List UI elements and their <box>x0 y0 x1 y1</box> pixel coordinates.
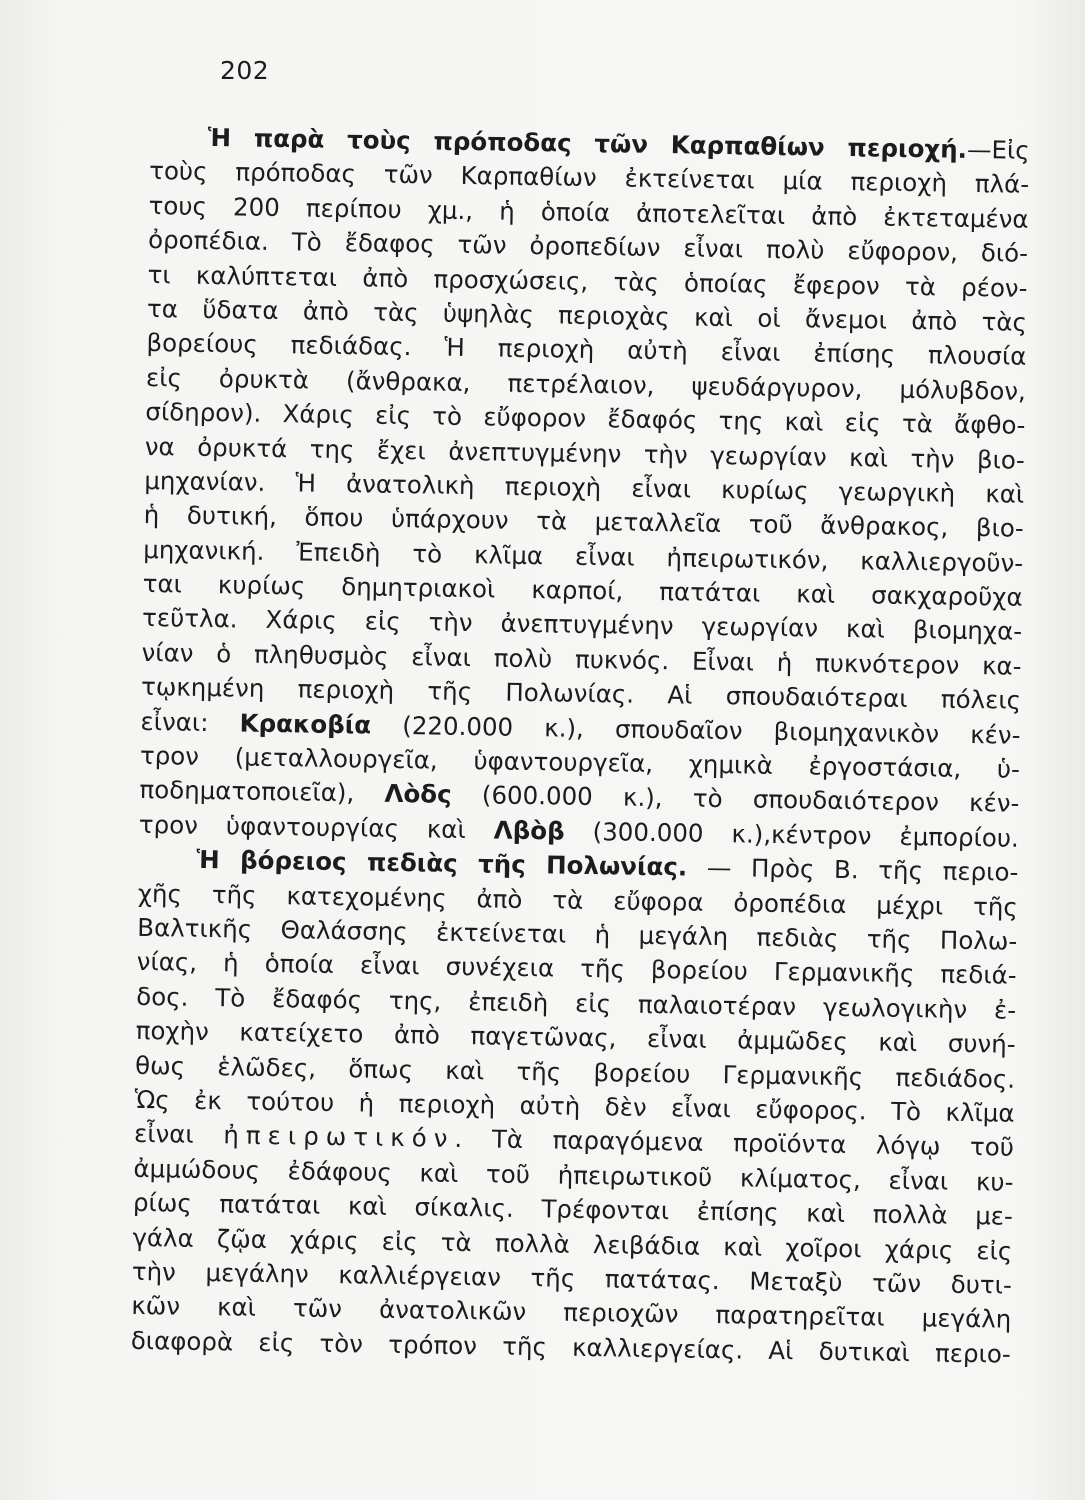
text-run: τεῦτλα. Χάρις εἰς τὴν ἀνεπτυγμένην γεωργίαν καὶ βιομηχα- <box>141 603 1023 647</box>
text-run: τα ὕδατα ἀπὸ τὰς ὑψηλὰς περιοχὰς καὶ οἱ ἄνεμοι ἀπὸ τὰς <box>146 293 1028 337</box>
text-body <box>131 120 1030 1372</box>
text-run: τοὺς πρόποδας τῶν Καρπαθίων ἐκτείνεται μία περιοχὴ πλά- <box>148 156 1030 200</box>
text-run: Βαλτικῆς Θαλάσσης ἐκτείνεται ἡ μεγάλη πεδιὰς τῆς Πολω- <box>137 912 1018 956</box>
text-run: κῶν καὶ τῶν ἀνατολικῶν περιοχῶν παρατηρεῖται μεγάλη <box>131 1291 1012 1334</box>
text-run: τους 200 περίπου χμ., ἡ ὁποία ἀποτελεῖται ἀπὸ ἐκτεταμένα <box>148 190 1029 234</box>
bold-term: Λὸδς <box>384 779 452 810</box>
text-run: —Εἰς <box>966 134 1030 165</box>
spaced-term: ἠπειρωτικόν <box>223 1120 455 1154</box>
text-run: ρίως πατάται καὶ σίκαλις. Τρέφονται ἐπίσης καὶ πολλὰ με- <box>132 1187 1014 1231</box>
text-run: Ὡς ἐκ τούτου ἡ περιοχὴ αὐτὴ δὲν εἶναι εὔφορος. Τὸ κλῖμα <box>134 1084 1015 1128</box>
text-run: εἶναι <box>133 1119 224 1150</box>
text-run: τὴν μεγάλην καλλιέργειαν τῆς πατάτας. Μεταξὺ τῶν δυτι- <box>131 1256 1013 1300</box>
text-run: γάλα ζῷα χάρις εἰς τὰ πολλὰ λειβάδια καὶ χοῖροι χάρις εἰς <box>132 1222 1013 1266</box>
text-run: διαφορὰ εἰς τὸν τρόπον τῆς καλλιεργείας. Αἱ δυτικαὶ περιο- <box>130 1325 1011 1369</box>
text-run: τῳκημένη περιοχὴ τῆς Πολωνίας. Αἱ σπουδαιότεραι πόλεις <box>140 672 1022 716</box>
text-run: ἀμμώδους ἐδάφους καὶ τοῦ ἠπειρωτικοῦ κλίματος, εἶναι κυ- <box>133 1153 1014 1197</box>
text-run: νίαν ὁ πληθυσμὸς εἶναι πολὺ πυκνός. Εἶναι ἡ πυκνότερον κα- <box>141 637 1022 681</box>
bold-term: Ἡ βόρειος πεδιὰς τῆς Πολωνίας. <box>196 845 688 882</box>
text-run: ται κυρίως δημητριακοὶ καρποί, πατάται καὶ σακχαροῦχα <box>142 569 1023 612</box>
text-run: ὀροπέδια. Τὸ ἔδαφος τῶν ὀροπεδίων εἶναι πολὺ εὔφορον, διό- <box>147 225 1029 268</box>
text-run: θως ἑλῶδες, ὅπως καὶ τῆς βορείου Γερμανικῆς πεδιάδος. <box>134 1050 1016 1094</box>
bold-term: Κρακοβία <box>239 708 372 740</box>
text-run: ποχὴν κατείχετο ἀπὸ παγετῶνας, εἶναι ἀμμῶδες καὶ συνή- <box>135 1016 1016 1059</box>
text-run: τι καλύπτεται ἀπὸ προσχώσεις, τὰς ὁποίας ἔφερον τὰ ρέον- <box>147 259 1028 303</box>
text-run: δος. Τὸ ἔδαφός της, ἐπειδὴ εἰς παλαιοτέραν γεωλογικὴν ἐ- <box>136 981 1017 1025</box>
text-run: νίας, ἡ ὁποία εἶναι συνέχεια τῆς βορείου Γερμανικῆς πεδιά- <box>136 947 1017 991</box>
bold-term: Ἡ παρὰ τοὺς πρόποδας τῶν Καρπαθίων περιοχή. <box>207 122 968 164</box>
text-run: βορείους πεδιάδας. Ἡ περιοχὴ αὐτὴ εἶναι ἐπίσης πλουσία <box>146 328 1027 372</box>
text-run: μηχανική. Ἐπειδὴ τὸ κλῖμα εἶναι ἠπειρωτικόν, καλλιεργοῦν- <box>143 534 1024 578</box>
text-run: μηχανίαν. Ἡ ἀνατολικὴ περιοχὴ εἶναι κυρίως γεωργικὴ καὶ <box>144 465 1025 509</box>
text-run: χῆς τῆς κατεχομένης ἀπὸ τὰ εὔφορα ὀροπέδια μέχρι τῆς <box>137 878 1018 922</box>
text-run: τρον ὑφαντουργίας καὶ <box>138 809 495 845</box>
text-run: τρον (μεταλλουργεῖα, ὑφαντουργεῖα, χημικὰ ἐργοστάσια, ὑ- <box>139 740 1021 784</box>
text-run: (220.000 κ.), σπουδαῖον βιομηχανικὸν κέν- <box>370 710 1021 750</box>
bold-term: Λβὸβ <box>493 815 565 846</box>
page-number: 202 <box>220 56 270 85</box>
text-run: ποδηματοποιεῖα), <box>139 775 385 809</box>
text-run: εἰς ὀρυκτὰ (ἄνθρακα, πετρέλαιον, ψευδάργυρον, μόλυβδον, <box>145 362 1027 406</box>
text-run: να ὀρυκτά της ἔχει ἀνεπτυγμένην τὴν γεωργίαν καὶ τὴν βιο- <box>144 431 1025 475</box>
text-run: (300.000 κ.),κέντρον ἐμπορίου. <box>564 816 1020 853</box>
text-run: ἡ δυτική, ὅπου ὑπάρχουν τὰ μεταλλεῖα τοῦ ἄνθρακος, βιο- <box>143 500 1024 544</box>
text-run: — Πρὸς Β. τῆς περιο- <box>686 852 1019 887</box>
text-run: (600.000 κ.), τὸ σπουδαιότερον κέν- <box>451 780 1020 819</box>
text-run: εἶναι: <box>140 706 240 738</box>
text-run: . Τὰ παραγόμενα προϊόντα λόγῳ τοῦ <box>454 1124 1015 1163</box>
text-run: σίδηρον). Χάρις εἰς τὸ εὔφορον ἔδαφός της καὶ εἰς τὰ ἄφθο- <box>145 397 1026 440</box>
